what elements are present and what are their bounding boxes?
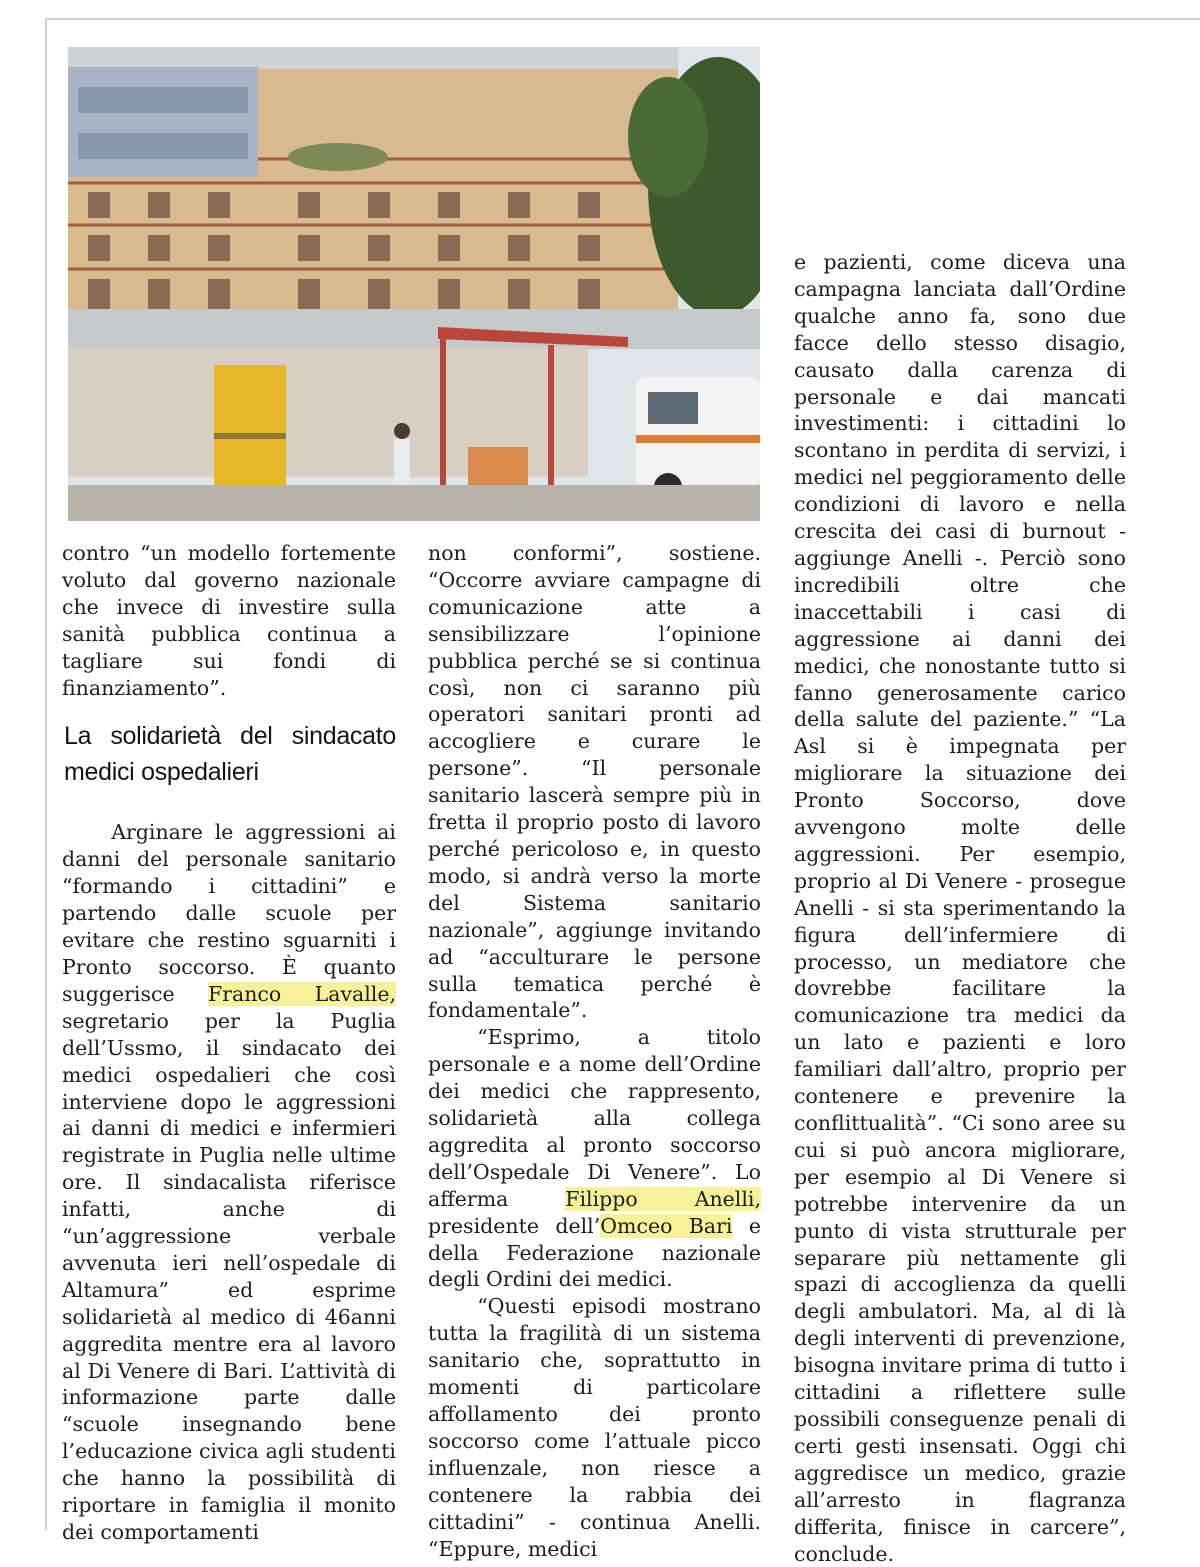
article-column-3 [794,249,1126,1567]
col1-paragraph-2 [62,819,396,1545]
article-column-1 [62,540,396,1546]
col2-p2-text-mid: presidente dell’ [428,1213,601,1238]
hospital-photo [68,47,760,521]
highlight-filippo-anelli: Filippo Anelli, [565,1186,761,1211]
col2-paragraph-2 [428,1024,761,1293]
highlight-franco-lavalle: Franco Lavalle, [207,981,397,1006]
section-subheading: La solidarietà del sindacato medici ospedalieri [64,722,396,787]
col2-p2-text-after: e della Federazione nazionale degli Ordini dei medici. [428,1213,761,1292]
col1-paragraph-1: contro “un modello fortemente voluto dal governo nazionale che invece di investire sulla sanità pubblica continua a tagliare sui fondi di finanziamento”. [62,541,396,700]
col2-paragraph-1: non conformi”, sostiene. “Occorre avviare campagne di comunicazione atte a sensibilizzare l’opinione pubblica perché se si continua così, non ci saranno più operatori sanitari pronti ad accogliere e curare le persone”. “Il personale sanitario lascerà sempre più in fretta il proprio posto di lavoro perché pericoloso e, in questo modo, si andrà verso la morte del Sistema sanitario nazionale”, aggiunge invitando ad “acculturare le persone sulla tematica perché è fondamentale”. [428,541,761,1023]
col1-p2-text-before: Arginare le aggressioni ai danni del personale sanitario “formando i cittadini” e partendo dalle scuole per evitare che restino sguarniti i Pronto soccorso. È quanto suggerisce [62,820,396,1006]
col2-paragraph-3: “Questi episodi mostrano tutta la fragilità di un sistema sanitario che, soprattutto in momenti di particolare affollamento dei pronto soccorso come l’attuale picco influenzale, non riesce a contenere la rabbia dei cittadini” - continua Anelli. “Eppure, medici [428,1294,761,1561]
col3-paragraph-1: e pazienti, come diceva una campagna lanciata dall’Ordine qualche anno fa, sono due facce dello stesso disagio, causato dalla carenza di personale e dai mancati investimenti: i cittadini lo scontano in perdita di servizi, i medici nel peggioramento delle condizioni di lavoro e nella crescita dei casi di burnout - aggiunge Anelli -. Perciò sono incredibili oltre che inaccettabili i casi di aggressione ai danni dei medici, che nonostante tutto si fanno generosamente carico della salute del paziente.” “La Asl si è impegnata per migliorare la situazione dei Pronto Soccorso, dove avvengono molte delle aggressioni. Per esempio, proprio al Di Venere - prosegue Anelli - si sta sperimentando la figura dell’infermiere di processo, un mediatore che dovrebbe facilitare la comunicazione tra medici da un lato e pazienti e loro familiari dall’altro, proprio per contenere e prevenire la conflittualità”. “Ci sono aree su cui si può ancora migliorare, per esempio al Di Venere si potrebbe intervenire da un punto di vista strutturale per separare più nettamente gli spazi di accoglienza da quelli degli ambulatori. Ma, al di là degli interventi di prevenzione, bisogna invitare prima di tutto i cittadini a riflettere sulle possibili conseguenze penali di certi gesti insensati. Oggi chi aggredisce un medico, grazie all’arresto in flagranza differita, finisce in carcere”, conclude. [794,250,1126,1566]
col2-p2-text-before: “Esprimo, a titolo personale e a nome dell’Ordine dei medici che rappresento, solidarietà alla collega aggredita al pronto soccorso dell’Ospedale Di Venere”. Lo afferma [428,1025,761,1211]
article-column-2 [428,540,761,1562]
highlight-omceo-bari: Omceo Bari [600,1213,733,1238]
col1-p2-text-after: segretario per la Puglia dell’Ussmo, il sindacato dei medici ospedalieri che così interviene dopo le aggressioni ai danni di medici e infermieri registrate in Puglia nelle ultime ore. Il sindacalista riferisce infatti, anche di “un’aggressione verbale avvenuta ieri nell’ospedale di Altamura” ed esprime solidarietà al medico di 46anni aggredita mentre era al lavoro al Di Venere di Bari. L’attività di informazione parte dalle “scuole insegnando bene l’educazione civica agli studenti che hanno la possibilità di riportare in famiglia il monito dei comportamenti [62,1008,396,1544]
hospital-photo-icon [68,47,760,521]
